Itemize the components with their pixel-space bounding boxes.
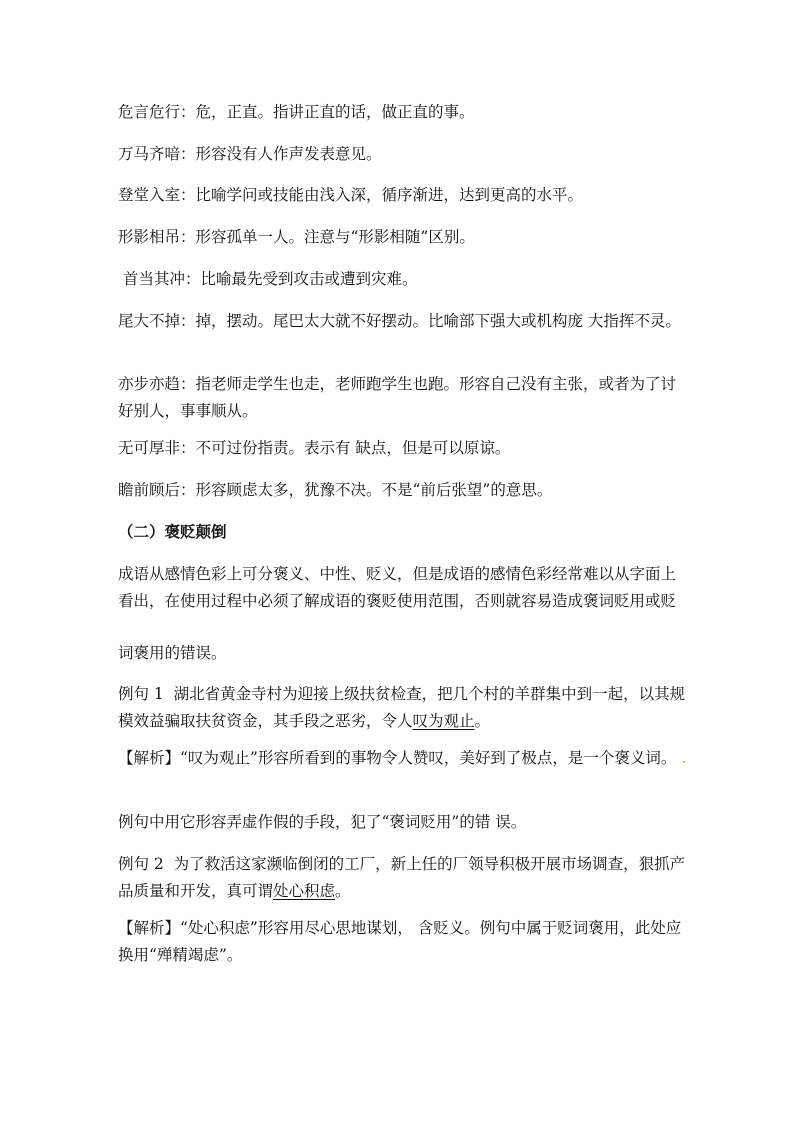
underlined-idiom: 处心积虑 bbox=[273, 882, 336, 900]
intro-paragraph: 成语从感情色彩上可分褒义、中性、贬义，但是成语的感情色彩经常难以从字面上 看出，在使用过程中必须了解成语的褒贬使用范围，否则就容易造成褒词贬用或贬 bbox=[118, 565, 681, 610]
example-sentence-2 bbox=[118, 851, 688, 905]
analysis-2: 【解析】“处心积虑”形容用尽心思地谋划， 含贬义。例句中属于贬词褒用，此处应换用“殚精竭虑”。 bbox=[118, 919, 682, 964]
intro-paragraph-end: 词褒用的错误。 bbox=[118, 644, 227, 662]
sentence-end: 。 bbox=[474, 712, 491, 730]
sentence-end: 。 bbox=[335, 882, 351, 900]
idiom-entry: 危言危行：危，正直。指讲正直的话，做正直的事。 bbox=[118, 103, 475, 121]
idiom-entry: 无可厚非：不可过份指责。表示有 缺点，但是可以原谅。 bbox=[118, 439, 511, 457]
idiom-entry: 登堂入室：比喻学问或技能由浅入深，循序渐进，达到更高的水平。 bbox=[118, 186, 584, 204]
stray-mark: . bbox=[676, 749, 687, 767]
example-text: 例句 1 湖北省黄金寺村为迎接上级扶贫检查，把几个村的羊群集中到一起，以其规模效益骗取扶贫资金，其手段之恶劣，令人 bbox=[118, 685, 686, 730]
idiom-entry: 尾大不掉：掉，摆动。尾巴太大就不好摆动。比喻部下强大或机构庞 大指挥不灵。 bbox=[118, 312, 681, 330]
example-sentence-1 bbox=[118, 681, 688, 735]
idiom-entry: 亦步亦趋：指老师走学生也走，老师跑学生也跑。形容自己没有主张，或者为了讨好别人，事事顺从。 bbox=[118, 375, 677, 420]
section-heading: （二）褒贬颠倒 bbox=[118, 523, 227, 541]
example-text: 例句 2 为了救活这家濒临倒闭的工厂，新上任的厂领导积极开展市场调查，狠抓产品质量和开发，真可谓 bbox=[118, 855, 686, 900]
idiom-entry: 瞻前顾后：形容顾虑太多，犹豫不决。不是“前后张望”的意思。 bbox=[118, 481, 553, 499]
idiom-entry: 万马齐喑：形容没有人作声发表意见。 bbox=[118, 145, 382, 163]
analysis-1-continued: 例句中用它形容弄虚作假的手段，犯了“褒词贬用”的错 误。 bbox=[118, 813, 527, 831]
idiom-entry: 首当其冲：比喻最先受到攻击或遭到灾难。 bbox=[118, 270, 418, 288]
underlined-idiom: 叹为观止 bbox=[412, 712, 475, 730]
analysis-1 bbox=[118, 745, 688, 772]
analysis-text: 【解析】“叹为观止”形容所看到的事物令人赞叹，美好到了极点，是一个褒义词。 bbox=[118, 749, 677, 767]
idiom-entry: 形影相吊：形容孤单一人。注意与“形影相随”区别。 bbox=[118, 228, 475, 246]
